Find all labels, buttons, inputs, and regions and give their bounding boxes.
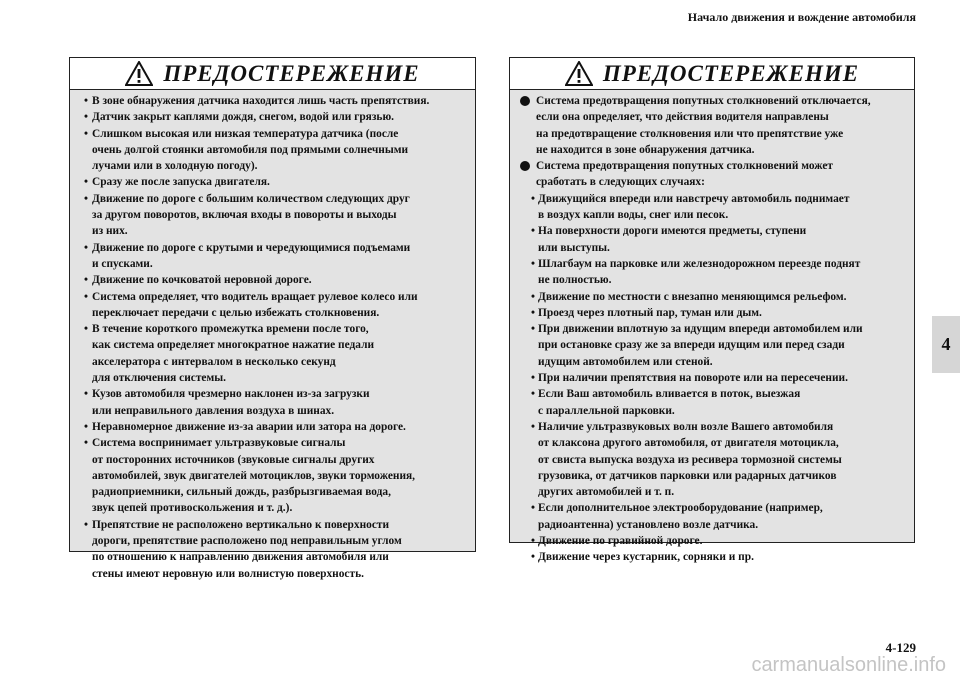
warning-triangle-icon [565, 61, 593, 86]
list-item: • При наличии препятствия на повороте или на пересечении. [520, 370, 906, 386]
warning-triangle-icon [125, 61, 153, 86]
list-item: • Движущийся впереди или навстречу автомобиль поднимает в воздух капли воды, снег или песок. [520, 191, 906, 224]
bullet-icon: • [531, 420, 535, 433]
warning-body [70, 90, 475, 582]
list-item: • Если дополнительное электрооборудование (например, радиоантенна) установлено возле датчика. [520, 500, 906, 533]
list-item: • Неравномерное движение из-за аварии или затора на дороге. [80, 419, 467, 435]
bullet-icon: • [84, 192, 88, 205]
bullet-icon: • [84, 127, 88, 140]
warning-box-left [69, 57, 476, 580]
list-item: • Движение по дороге с крутыми и чередующимися подъемами и спусками. [80, 240, 467, 273]
list-item: • Движение по гравийной дороге. [520, 533, 906, 549]
list-item: • Препятствие не расположено вертикально к поверхности дороги, препятствие расположено под неправильным углом по отношению к направлению движения автомобиля или стены имеют неровную или волнистую поверхность. [80, 517, 467, 582]
warning-box-right [509, 57, 915, 564]
warning-header [510, 58, 914, 90]
chapter-tab [932, 316, 960, 373]
chapter-number: 4 [941, 334, 951, 354]
warning-title: ПРЕДОСТЕРЕЖЕНИЕ [163, 60, 420, 86]
bullet-icon: • [84, 388, 88, 401]
bullet-icon: • [531, 290, 535, 303]
warning-title: ПРЕДОСТЕРЕЖЕНИЕ [602, 60, 860, 86]
bullet-icon: • [84, 111, 88, 124]
list-item: • Слишком высокая или низкая температура датчика (после очень долгой стоянки автомобиля под прямыми солнечными лучами или в холодную погоду). [80, 126, 467, 175]
list-item: • Движение по кочковатой неровной дороге. [80, 272, 467, 288]
bullet-icon: • [531, 502, 535, 515]
bullet-icon: • [531, 257, 535, 270]
list-item: • В зоне обнаружения датчика находится лишь часть препятствия. [80, 93, 467, 109]
list-item: • На поверхности дороги имеются предметы, ступени или выступы. [520, 223, 906, 256]
bullet-icon: • [84, 420, 88, 433]
bullet-icon: • [84, 437, 88, 450]
page-number: 4-129 [885, 640, 916, 655]
list-item: • Проезд через плотный пар, туман или дым. [520, 305, 906, 321]
list-item: • Система определяет, что водитель вращает рулевое колесо или переключает передачи с целью избежать столкновения. [80, 289, 467, 322]
warning-body [510, 90, 914, 566]
note-item: Система предотвращения попутных столкновений отключается, если она определяет, что действия водителя направлены на предотвращение столкновения или что препятствие уже не находится в зоне обнаружения датчика. [520, 93, 906, 158]
bullet-icon: • [531, 551, 535, 564]
warning-header [70, 58, 475, 90]
list-item: • Движение через кустарник, сорняки и пр. [520, 549, 906, 565]
bullet-icon: • [531, 323, 535, 336]
list-item: • Движение по местности с внезапно меняющимся рельефом. [520, 289, 906, 305]
bullet-icon: • [84, 518, 88, 531]
bullet-icon: • [84, 95, 88, 107]
list-item: • Сразу же после запуска двигателя. [80, 174, 467, 190]
list-item: • Шлагбаум на парковке или железнодорожном переезде поднят не полностью. [520, 256, 906, 289]
list-item: • В течение короткого промежутка времени после того, как система определяет многократное нажатие педали акселератора с интервалом в несколько секунд для отключения системы. [80, 321, 467, 386]
watermark: carmanualsonline.info [751, 654, 946, 676]
running-head: Начало движения и вождение автомобиля [687, 10, 916, 24]
bullet-icon: • [531, 535, 535, 548]
list-item: • Датчик закрыт каплями дождя, снегом, водой или грязью. [80, 109, 467, 125]
bullet-icon: • [531, 192, 535, 205]
circle-bullet-icon [520, 96, 530, 106]
bullet-icon: • [531, 225, 535, 238]
note-item: Система предотвращения попутных столкновений может сработать в следующих случаях: [520, 158, 906, 191]
bullet-icon: • [84, 274, 88, 287]
bullet-icon: • [531, 372, 535, 385]
circle-bullet-icon [520, 161, 530, 171]
list-item: • Если Ваш автомобиль вливается в поток, выезжая с параллельной парковки. [520, 386, 906, 419]
bullet-icon: • [531, 388, 535, 401]
bullet-icon: • [531, 306, 535, 319]
list-item: • Система воспринимает ультразвуковые сигналы от посторонних источников (звуковые сигналы других автомобилей, звук двигателей мотоциклов, звуки торможения, радиоприемники, сильный дождь, разбрызгиваемая вода, звук цепей противоскольжения и т. д.). [80, 435, 467, 516]
bullet-icon: • [84, 323, 88, 336]
list-item: • Наличие ультразвуковых волн возле Вашего автомобиля от клаксона другого автомобиля, от двигателя мотоцикла, от свиста выпуска воздуха из ресивера тормозной системы грузовика, от датчиков парковки или радарных датчиков других автомобилей и т. п. [520, 419, 906, 500]
list-item: • Кузов автомобиля чрезмерно наклонен из-за загрузки или неправильного давления воздуха в шинах. [80, 386, 467, 419]
bullet-icon: • [84, 241, 88, 254]
list-item: • При движении вплотную за идущим впереди автомобилем или при остановке сразу же за впереди идущим или перед сзади идущим автомобилем или стеной. [520, 321, 906, 370]
bullet-icon: • [84, 290, 88, 303]
bullet-icon: • [84, 176, 88, 189]
list-item: • Движение по дороге с большим количеством следующих друг за другом поворотов, включая входы в повороты и выходы из них. [80, 191, 467, 240]
